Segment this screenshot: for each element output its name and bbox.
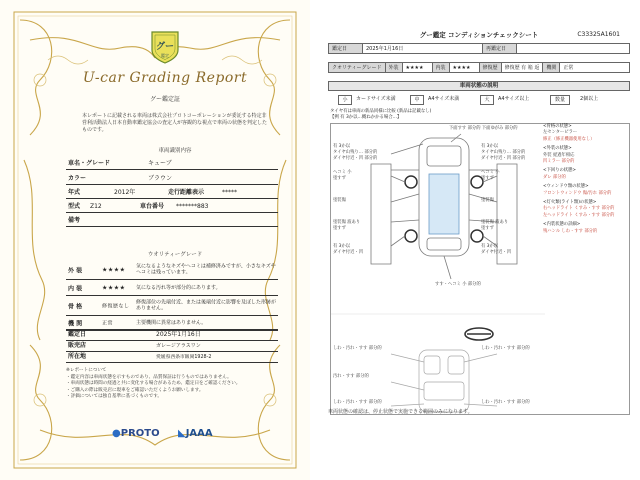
- summary-line: <骨格の状態>: [543, 124, 572, 129]
- grade-stars: ★★★★: [102, 266, 126, 273]
- note-front-right-tire: 有 3か以 タイヤ山残り… 部分的 ダイヤ付近・凹 部分的: [481, 144, 526, 161]
- reappraisal-label: 再鑑定日: [483, 44, 517, 54]
- row-key: 備考: [68, 217, 81, 224]
- note-left-wave: 塗装傷 波あり 塗すず: [333, 220, 361, 231]
- size-desc: 2個以上: [580, 96, 599, 102]
- condition-summary-list: [543, 124, 629, 235]
- vehicle-section-title: 車両識別内容: [158, 148, 192, 154]
- row-value: ガレージアラスワン: [156, 343, 201, 349]
- proto-logo: ●PROTO: [112, 428, 160, 439]
- goo-appraisal-badge: [150, 30, 180, 64]
- row-key: 車名・グレード: [68, 160, 111, 167]
- grade-row-engine: [66, 316, 278, 330]
- vehicle-row-color: [66, 171, 278, 185]
- ext-label: 外装: [385, 63, 402, 73]
- grade-section-title: ウオリティーグレード: [147, 252, 203, 258]
- sheet-footer: 車両状態の確認は、停止状態で実施できる範囲のみになります。: [328, 409, 473, 415]
- row-value: キューブ: [148, 160, 172, 167]
- proto-logo-text: PROTO: [120, 428, 160, 439]
- size-desc: A4サイズ未満: [428, 96, 460, 102]
- certificate-subtitle: グー鑑定証: [149, 96, 180, 103]
- date-value: 2025年1月16日: [363, 44, 483, 54]
- row-key: カラー: [68, 175, 87, 182]
- grade-row-frame: [66, 296, 278, 316]
- summary-line: ダレ 部分的: [543, 174, 566, 180]
- note-line: ・鑑定内容は車両状態を示すものであり、品質保証は行うものではありません。: [66, 374, 232, 380]
- grade-key: 外 装: [68, 267, 83, 274]
- note-left-dent: ヘコミ 小 塗すず: [333, 170, 352, 181]
- grading-certificate: [0, 0, 310, 480]
- legend-note: タイヤ有は車両の新品同様に比較 (新品は記載なし) 【例 有 3か以…概ねかかる場合…】: [330, 109, 432, 120]
- size-key: 中: [410, 95, 424, 105]
- row-key: 鑑定日: [68, 331, 87, 338]
- repair-value: 修復歴 有 箱 返: [501, 63, 543, 73]
- grade-desc: 修復部位の先端付近、または後端付近に影響を及ぼした形跡がありません。: [136, 299, 277, 312]
- summary-line: 外装 経過年相応: [543, 152, 575, 158]
- note-right-wave: 塗装傷 波あり 塗すず: [481, 220, 509, 231]
- size-legend: [330, 95, 630, 105]
- grade-key: 内 装: [68, 285, 83, 292]
- engine-value: 正常: [560, 63, 630, 73]
- summary-line: 残ハンル しわ・すす 部分的: [543, 228, 598, 234]
- row-key: 型式: [68, 203, 81, 210]
- summary-line: 凹ミラー 部分的: [543, 159, 575, 165]
- size-key: 大: [480, 95, 494, 105]
- row-key: 年式: [68, 189, 81, 196]
- reappraisal-value: [517, 44, 630, 54]
- grade-row-exterior: [66, 260, 278, 280]
- grade-desc: 気になるようなキズやヘコミは補修済みですが、小さなキズやヘコミは残っています。: [136, 263, 276, 276]
- appraisal-date-row: [66, 330, 278, 341]
- certificate-title: U-car Grading Report: [82, 70, 248, 86]
- row-key: 販売店: [68, 342, 87, 349]
- row-value: Z12: [90, 203, 102, 210]
- size-key: 数量: [550, 95, 570, 105]
- note-seat-center: 汚れ・すす 部分的: [333, 374, 369, 379]
- repair-label: 修復歴: [479, 63, 501, 73]
- row-key: 所在地: [68, 353, 87, 360]
- int-value: ★★★★: [449, 63, 479, 73]
- size-key: 小: [338, 95, 352, 105]
- grade-value: 正常: [102, 320, 114, 326]
- vehicle-row-remarks: [66, 213, 278, 227]
- grade-stars: ★★★★: [102, 284, 126, 291]
- note-line: ・車両状態は時間の経過と共に変化する場合があるため、鑑定日をご確認ください。: [66, 381, 241, 387]
- note-line: ・評価については独自基準に基づくものです。: [66, 394, 163, 400]
- grade-desc: 気になる汚れ等が部分的にあります。: [136, 284, 221, 291]
- row-value: 2025年1月16日: [156, 331, 201, 338]
- note-seat-rear-right: しわ・汚れ・すす 部分的: [481, 400, 530, 405]
- note-line: ・ご購入の際は販売店に現車をご確認いただくようお願いします。: [66, 387, 204, 393]
- size-desc: カードサイズ未満: [356, 96, 396, 102]
- summary-line: フロントウィンドウ 傷/汚れ 部分的: [543, 190, 612, 196]
- note-seat-front-left: しわ・汚れ・すす 部分的: [333, 346, 382, 351]
- note-left-paint: 塗装傷: [333, 198, 346, 203]
- vehicle-row-year: [66, 185, 278, 199]
- summary-line: 左センターピラー: [543, 130, 578, 136]
- ext-value: ★★★★: [402, 63, 432, 73]
- note-seat-front-right: しわ・汚れ・すす 部分的: [481, 346, 530, 351]
- vehicle-row-model: [66, 199, 278, 213]
- note-front-left-tire: 有 3か以 タイヤ山残り… 部分的 ダイヤ付近・凹 部分的: [333, 144, 378, 161]
- shop-row: [66, 341, 278, 352]
- sheet-id: C33325A1601: [577, 31, 620, 38]
- jaaa-logo-text: JAAA: [185, 428, 213, 439]
- date-table: [328, 43, 630, 54]
- grade-key: 機 関: [68, 320, 83, 327]
- summary-line: <ウィンドウ類の状態>: [543, 184, 589, 190]
- row-value-2: *******883: [176, 203, 209, 210]
- grade-row-interior: [66, 280, 278, 296]
- grade-key: 骨 格: [68, 303, 83, 310]
- jaaa-logo: ◣JAAA: [178, 428, 213, 439]
- certificate-intro: 本レポートに記載される車両は株式会社プロトコーポレーションが委託する特定非営利活動法人日本自動車鑑定協会の査定人が客観的な視点で車両の状態を判定したものです。: [82, 113, 268, 134]
- certificate-notes: [66, 368, 278, 401]
- row-value-2: *****: [222, 189, 237, 196]
- summary-line: 右ヘッドライト くすみ・すす 部分的: [543, 206, 615, 212]
- note-rear-bumper: すす・ヘコミ 小 部分的: [435, 282, 481, 287]
- quality-label: クオリティーグレード: [329, 63, 386, 73]
- date-label: 鑑定日: [329, 44, 363, 54]
- row-key-2: 走行距離表示: [168, 189, 205, 196]
- row-value: 愛媛県西条市飯岡1928-2: [156, 355, 212, 360]
- row-key-2: 車台番号: [140, 203, 165, 210]
- vehicle-row-name: [66, 156, 278, 170]
- row-value: 2012年: [114, 189, 136, 196]
- condition-check-sheet: [318, 0, 640, 480]
- note-right-paint: 塗装傷: [481, 198, 494, 203]
- grade-desc: 主要機関に異常はありません。: [136, 319, 207, 326]
- summary-line: <外装の状態>: [543, 146, 572, 152]
- note-underside: 下面すす 部分的 下面ゆがみ 部分的: [449, 126, 518, 131]
- int-label: 内装: [432, 63, 449, 73]
- note-rear-left-tire: 有 3か以 ダイヤ付近・凹: [333, 244, 363, 255]
- note-seat-rear-left: しわ・汚れ・すす 部分的: [333, 400, 382, 405]
- size-desc: A4サイズ以上: [498, 96, 530, 102]
- address-row: [66, 352, 278, 363]
- grade-value: 修復歴なし: [102, 303, 130, 309]
- badge-text: グー: [155, 42, 174, 52]
- summary-line: <内装状態の詳細>: [543, 222, 581, 228]
- badge-subtext: 鑑定: [161, 53, 169, 58]
- summary-line: 修正（修正機器使用なし）: [543, 136, 595, 142]
- quality-table: [328, 62, 630, 73]
- note-right-dent: ヘコミ 小 塗すず: [481, 170, 500, 181]
- summary-line: 左ヘッドライト くすみ・すす 部分的: [543, 212, 615, 218]
- summary-line: <灯火類(ライト類)の状態>: [543, 200, 597, 206]
- condition-section-title: 車両状態の説明: [328, 81, 630, 91]
- note-line: ※レポートについて: [66, 368, 107, 373]
- engine-label: 機関: [543, 63, 560, 73]
- note-rear-right-tire: 有 3か以 ダイヤ付近・凹: [481, 244, 511, 255]
- summary-line: <下回りの状態>: [543, 168, 576, 174]
- row-value: ブラウン: [148, 175, 173, 182]
- sheet-title: グー鑑定 コンディションチェックシート: [419, 31, 539, 39]
